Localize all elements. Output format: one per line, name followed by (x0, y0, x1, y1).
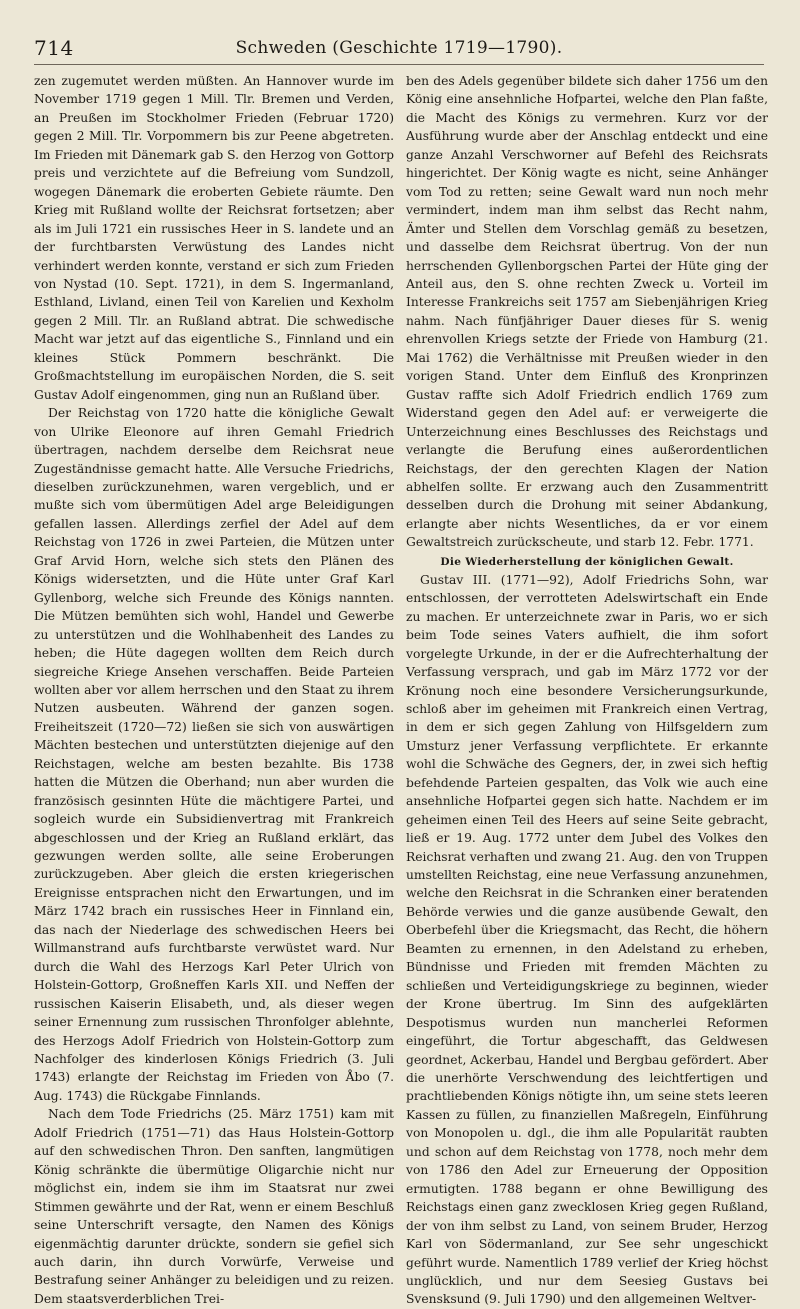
paragraph-continuation: zen zugemutet werden müßten. An Hannover wurde im November 1719 gegen 1 Mill. Tlr. Bremen und Verden, an Preußen im Stockholmer Frieden (Februar 1720) gegen 2 Mill. Tlr. Vorpommern bis zur Peene abgetreten. Im Frieden mit Dänemark gab S. den Herzog von Gottorp preis und verzichtete auf die Befreiung vom Sundzoll, wogegen Dänemark die eroberten Gebiete räumte. Den Krieg mit Rußland wollte der Reichsrat fortsetzen; aber als im Juli 1721 ein russisches Heer in S. landete und an der furchtbarsten Verwüstung des Landes nicht verhindert werden konnte, verstand er sich zum Frieden von Nystad (10. Sept. 1721), in dem S. Ingermanland, Esthland, Livland, einen Teil von Karelien und Kexholm gegen 2 Mill. Tlr. an Rußland abtrat. Die schwedische Macht war jetzt auf das eigentliche S., Finnland und ein kleines Stück Pommern beschränkt. Die Großmachtstellung im europäischen Norden, die S. seit Gustav Adolf eingenommen, ging nun an Rußland über. (34, 74, 394, 402)
paragraph-hofpartei: ben des Adels gegenüber bildete sich daher 1756 um den König eine ansehnliche Hofpartei, welche den Plan faßte, die Macht des Königs zu vermehren. Kurz vor der Ausführung wurde aber der Anschlag entdeckt und eine ganze Anzahl Verschworner auf Befehl des Reichsrats hingerichtet. Der König wagte es nicht, seine Anhänger vom Tod zu retten; seine Gewalt ward nun noch mehr vermindert, indem man ihm selbst das Recht nahm, Ämter und Stellen dem Vorschlag gemäß zu besetzen, und dasselbe dem Reichsrat übertrug. Von der nun herrschenden Gyllenborgschen Partei der Hüte ging der Anteil aus, den S. ohne rechten Zweck u. Vorteil im Interesse Frankreichs seit 1757 am Siebenjährigen Krieg nahm. Nach fünfjähriger Dauer dieses für S. wenig ehrenvollen Kriegs setzte der Friede von Hamburg (21. Mai 1762) die Verhältnisse mit Preußen wieder in den vorigen Stand. Unter dem Einfluß des Kronprinzen Gustav raffte sich Adolf Friedrich endlich 1769 zum Widerstand gegen den Adel auf: er verweigerte die Unterzeichnung eines Beschlusses des Reichstags und verlangte die Berufung eines außerordentlichen Reichstags, der den gerechten Klagen der Nation abhelfen sollte. Er erzwang auch den Zusammentritt desselben durch die Drohung mit seiner Abdankung, erlangte aber nichts Wesentliches, da er vor einem Gewaltstreich zurückscheute, und starb 12. Febr. 1771. (406, 74, 768, 550)
section-heading: Die Wiederherstellung der königlichen Gewalt. (440, 555, 734, 568)
paragraph-reichstag-1720: Der Reichstag von 1720 hatte die königliche Gewalt von Ulrike Eleonore auf ihren Gemahl Friedrich übertragen, nachdem derselbe dem Reichsrat neue Zugeständnisse gemacht hatte. Alle Versuche Friedrichs, dieselben zurückzunehmen, waren vergeblich, und er mußte sich vom übermütigen Adel arge Beleidigungen gefallen lassen. Allerdings zerfiel der Adel auf dem Reichstag von 1726 in zwei Parteien, die Mützen unter Graf Arvid Horn, welche sich stets den Plänen des Königs widersetzten, und die Hüte unter Graf Karl Gyllenborg, welche sich Freunde des Königs nannten. Die Mützen bemühten sich wohl, Handel und Gewerbe zu unterstützen und die Wohlhabenheit des Landes zu heben; die Hüte dagegen wollten dem Reich durch siegreiche Kriege Ansehen verschaffen. Beide Parteien wollten aber vor allem herrschen und den Staat zu ihrem Nutzen ausbeuten. Während der ganzen sogen. Freiheitszeit (1720—72) ließen sie sich von auswärtigen Mächten bestechen und unterstützten diejenige auf den Reichstagen, welche am besten bezahlte. Bis 1738 hatten die Mützen die Oberhand; nun aber wurden die französisch gesinnten Hüte die mächtigere Partei, und sogleich wurde ein Subsidienvertrag mit Frankreich abgeschlossen und der Krieg an Rußland erklärt, das gezwungen werden sollte, alle seine Eroberungen zurückzugeben. Aber gleich die ersten kriegerischen Ereignisse entsprachen nicht den Erwartungen, und im März 1742 brach ein russisches Heer in Finnland ein, das nach der Niederlage des schwedischen Heers bei Willmanstrand aufs furchtbarste verwüstet ward. Nur durch die Wahl des Herzogs Karl Peter Ulrich von Holstein-Gottorp, Großneffen Karls XII. und Neffen der russischen Kaiserin Elisabeth, und, als dieser wegen seiner Ernennung zum russischen Thronfolger ablehnte, des Herzogs Adolf Friedrich von Holstein-Gottorp zum Nachfolger des kinderlosen Königs Friedrich (3. Juli 1743) erlangte der Reichstag im Frieden von Åbo (7. Aug. 1743) die Rückgabe Finnlands. (34, 406, 394, 1103)
paragraph-adolf-friedrich: Nach dem Tode Friedrichs (25. März 1751) kam mit Adolf Friedrich (1751—71) das Haus Holstein-Gottorp auf den schwedischen Thron. Den sanften, langmütigen König schränkte die übermütige Oligarchie nicht nur möglichst ein, indem sie ihm im Staatsrat nur zwei Stimmen gewährte und der Rat, wenn er einem Beschluß seine Unterschrift versagte, den Namen des Königs eigenmächtig darunter drückte, sondern sie gefiel sich auch darin, ihn durch Vorwürfe, Verweise und Bestrafung seiner Anhänger zu beleidigen und zu reizen. Dem staatsverderblichen Trei- (34, 1107, 394, 1306)
left-column (34, 72, 394, 1306)
paragraph-gustav-iii: Gustav III. (1771—92), Adolf Friedrichs Sohn, war entschlossen, der verrotteten Adelswirtschaft ein Ende zu machen. Er unterzeichnete zwar in Paris, wo er sich beim Tode seines Vaters aufhielt, die ihm sofort vorgelegte Urkunde, in der er die Aufrechterhaltung der Verfassung versprach, und gab im März 1772 vor der Krönung noch eine besondere Versicherungsurkunde, schloß aber im geheimen mit Frankreich einen Vertrag, in dem er sich gegen Zahlung von Hilfsgeldern zum Umsturz jener Verfassung verpflichtete. Er erkannte wohl die Schwäche des Gegners, der, in zwei sich heftig befehdende Parteien gespalten, das Volk wie auch eine ansehnliche Hofpartei gegen sich hatte. Nachdem er im geheimen einen Teil des Heers auf seine Seite gebracht, ließ er 19. Aug. 1772 unter dem Jubel des Volkes den Reichsrat verhaften und zwang 21. Aug. den von Truppen umstellten Reichstag, eine neue Verfassung anzunehmen, welche den Reichsrat in die Schranken einer beratenden Behörde verwies und die ganze ausübende Gewalt, den Oberbefehl über die Kriegsmacht, das Recht, die höhern Beamten zu ernennen, in den Adelstand zu erheben, Bündnisse und Frieden mit fremden Mächten zu schließen und Verteidigungskriege zu beginnen, wieder der Krone übertrug. Im Sinn des aufgeklärten Despotismus wurden nun mancherlei Reformen eingeführt, die Tortur abgeschafft, das Geldwesen geordnet, Ackerbau, Handel und Bergbau gefördert. Aber die unerhörte Verschwendung des leichtfertigen und prachtliebenden Königs nötigte ihn, um seine stets leeren Kassen zu füllen, zu finanziellen Maßregeln, Einführung von Monopolen u. dgl., die ihm alle Popularität raubten und schon auf dem Reichstag von 1778, noch mehr dem von 1786 den Adel zur Erneuerung der Opposition ermutigten. 1788 begann er ohne Bewilligung des Reichstags einen ganz zwecklosen Krieg gegen Rußland, der von ihm selbst zu Land, von seinem Bruder, Herzog Karl von Södermanland, zur See sehr ungeschickt geführt wurde. Namentlich 1789 verlief der Krieg höchst unglücklich, und nur dem Seesieg Gustavs bei Svensksund (9. Juli 1790) und den allgemeinen Weltver- (406, 572, 768, 1307)
page-number: 714 (34, 36, 74, 60)
running-title: Schweden (Geschichte 1719—1790). (235, 38, 563, 58)
page-header (34, 30, 764, 65)
right-column (406, 72, 768, 1307)
